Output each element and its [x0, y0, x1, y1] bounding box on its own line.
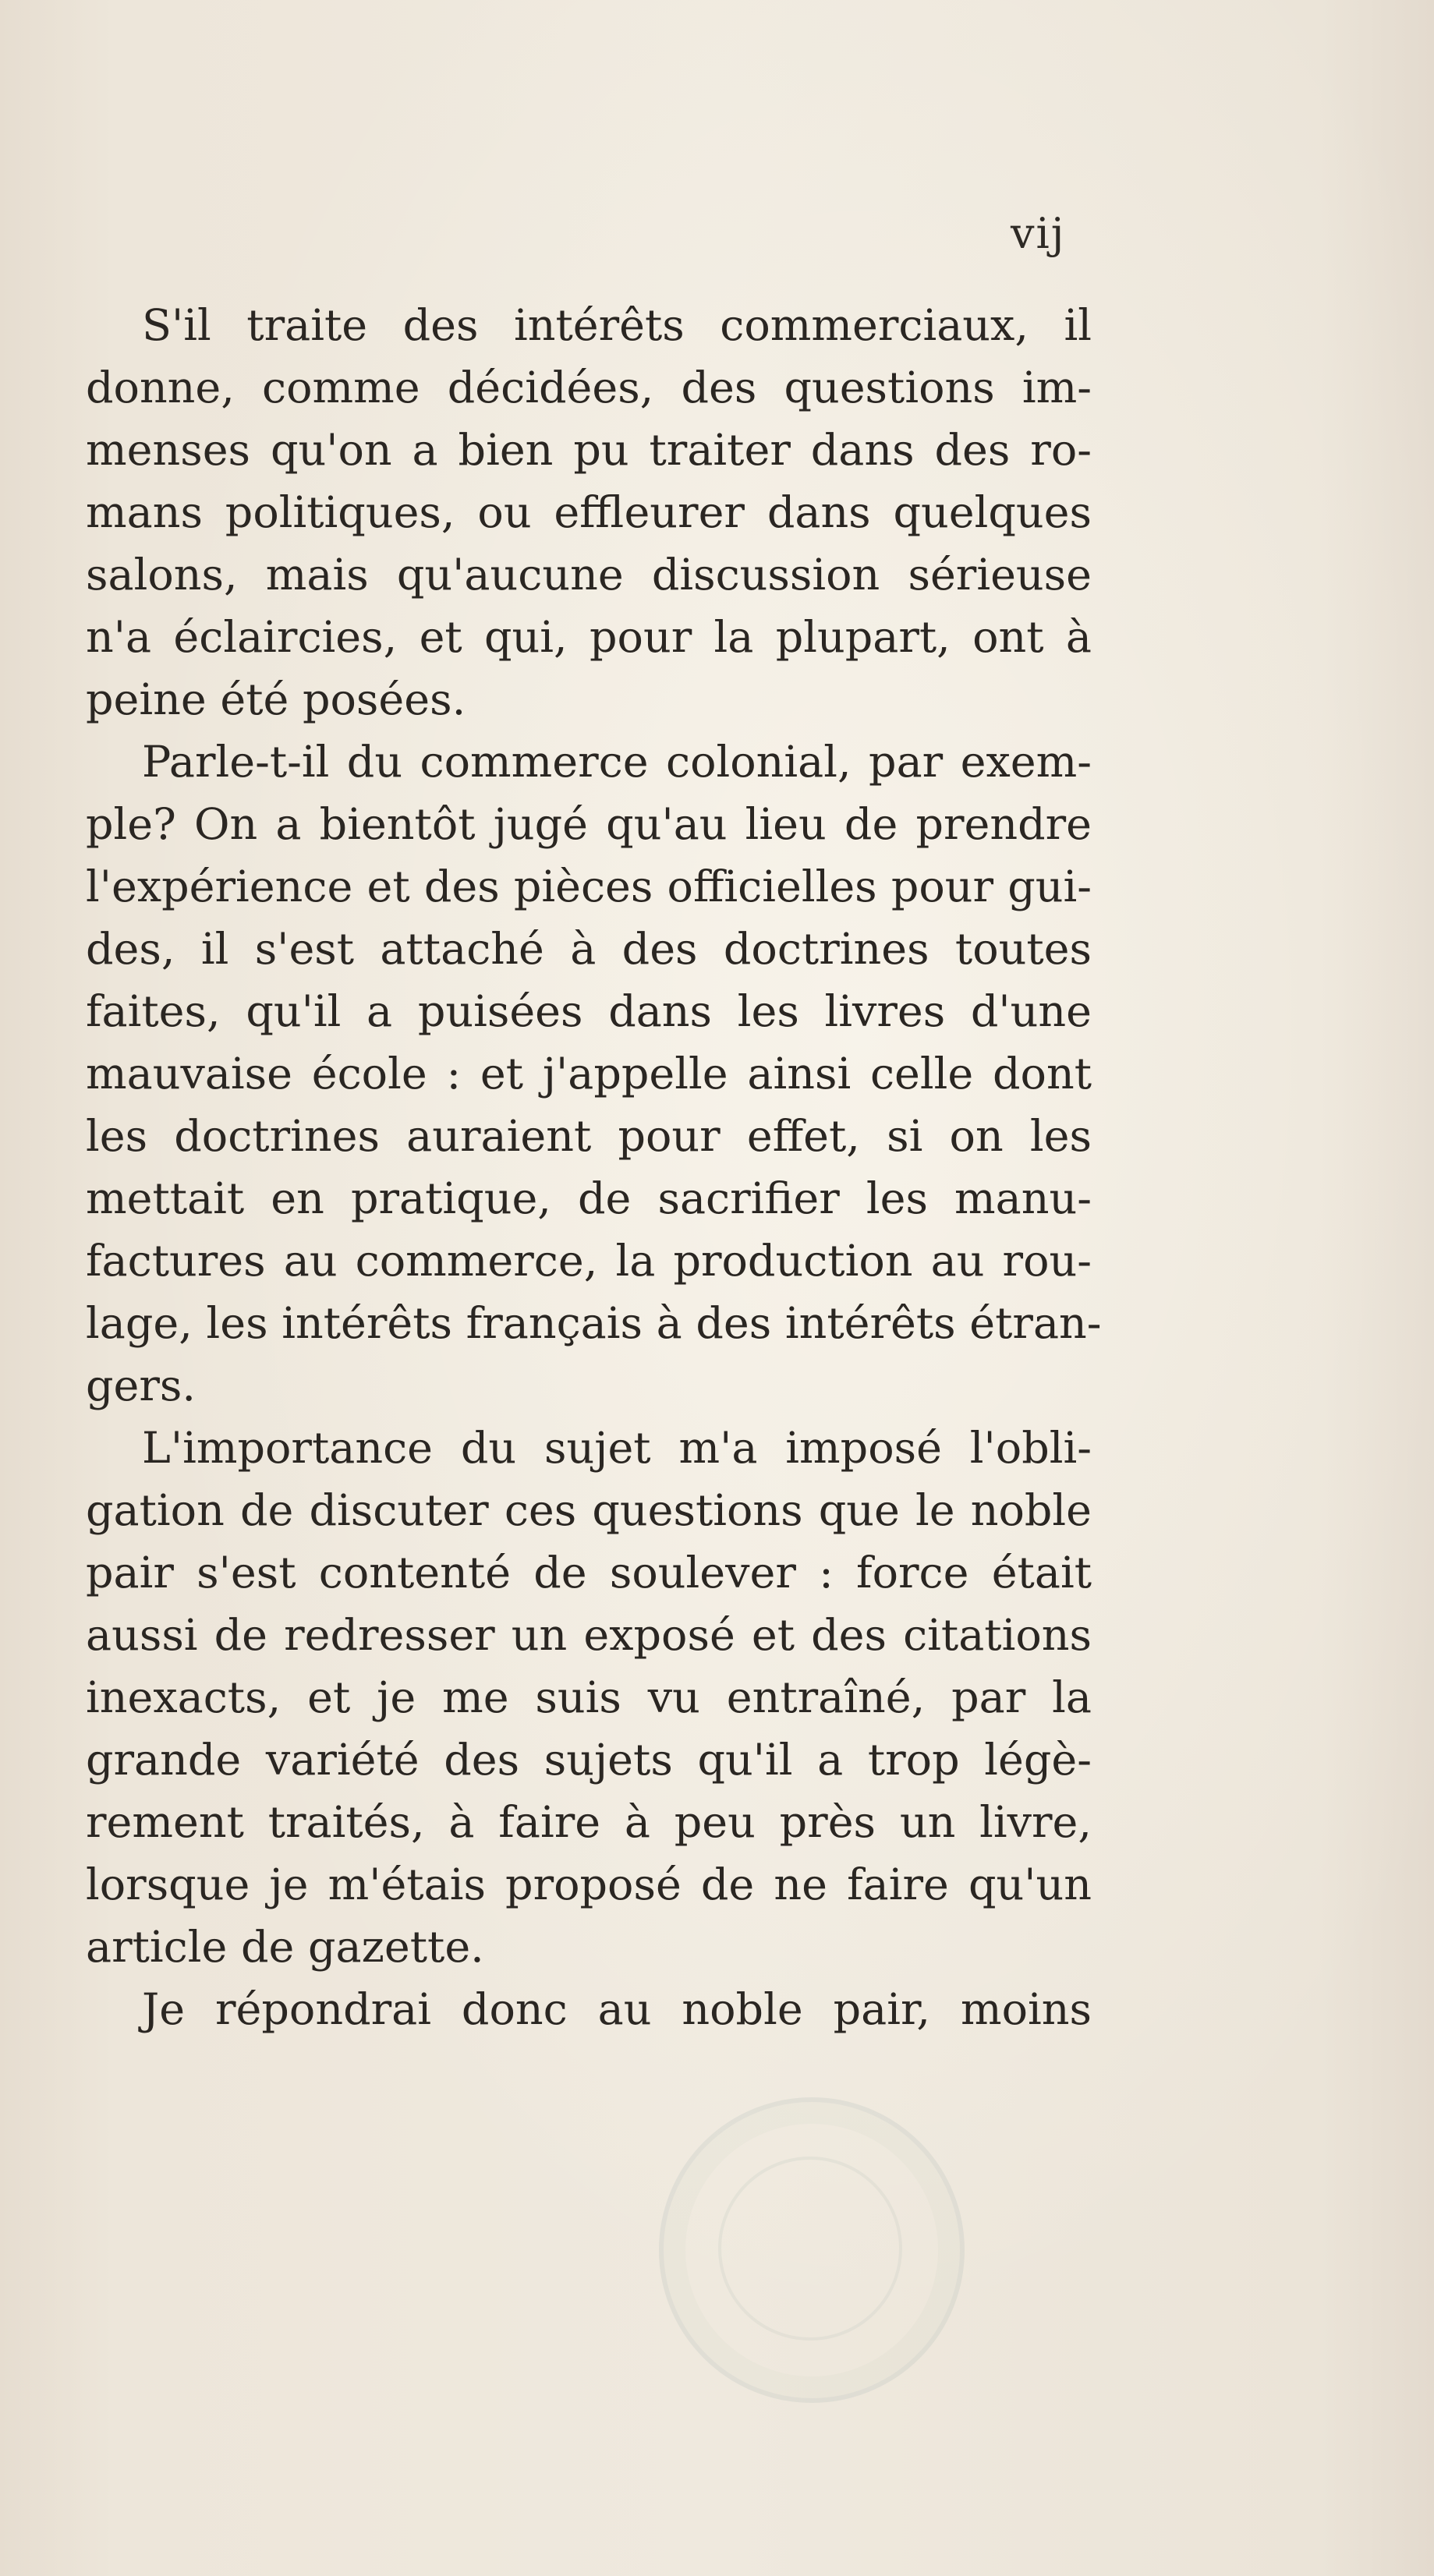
text-line: donne, comme décidées, des questions im- — [86, 363, 1092, 413]
text-line: mettait en pratique, de sacrifier les manu- — [86, 1173, 1092, 1224]
text-line: article de gazette. — [86, 1922, 484, 1973]
text-line: faites, qu'il a puisées dans les livres d'une — [86, 986, 1092, 1037]
library-stamp-inner-ring — [718, 2157, 902, 2341]
text-line: rement traités, à faire à peu près un livre, — [86, 1797, 1092, 1848]
text-line: grande variété des sujets qu'il a trop légè- — [86, 1735, 1092, 1785]
page-number: vij — [1011, 209, 1066, 258]
text-line: pair s'est contenté de soulever : force était — [86, 1548, 1092, 1598]
text-line: lorsque je m'étais proposé de ne faire qu'un — [86, 1859, 1092, 1910]
text-line: L'importance du sujet m'a imposé l'obli- — [142, 1423, 1092, 1474]
text-line: n'a éclaircies, et qui, pour la plupart, ont à — [86, 612, 1092, 663]
text-line: mans politiques, ou effleurer dans quelques — [86, 487, 1092, 538]
text-line: l'expérience et des pièces officielles pour gui- — [86, 862, 1092, 912]
text-line: factures au commerce, la production au rou- — [86, 1236, 1092, 1286]
body-text — [86, 295, 1102, 2041]
text-line: menses qu'on a bien pu traiter dans des ro- — [86, 425, 1092, 476]
text-line: mauvaise école : et j'appelle ainsi celle dont — [86, 1049, 1092, 1099]
text-line: les doctrines auraient pour effet, si on les — [86, 1111, 1092, 1162]
text-line: Je répondrai donc au noble pair, moins — [142, 1984, 1092, 2035]
library-stamp — [659, 2097, 965, 2403]
text-line: Parle-t-il du commerce colonial, par exem- — [142, 737, 1092, 787]
text-line: des, il s'est attaché à des doctrines toutes — [86, 924, 1092, 975]
text-line: peine été posées. — [86, 674, 466, 725]
text-line: ple? On a bientôt jugé qu'au lieu de prendre — [86, 799, 1092, 850]
text-line: salons, mais qu'aucune discussion sérieuse — [86, 550, 1092, 600]
text-line: gers. — [86, 1361, 197, 1411]
text-line: inexacts, et je me suis vu entraîné, par la — [86, 1672, 1092, 1723]
text-line: gation de discuter ces questions que le noble — [86, 1485, 1092, 1536]
text-line: aussi de redresser un exposé et des citations — [86, 1610, 1092, 1661]
text-line: lage, les intérêts français à des intérêts étran- — [86, 1298, 1102, 1349]
text-line: S'il traite des intérêts commerciaux, il — [142, 300, 1092, 351]
